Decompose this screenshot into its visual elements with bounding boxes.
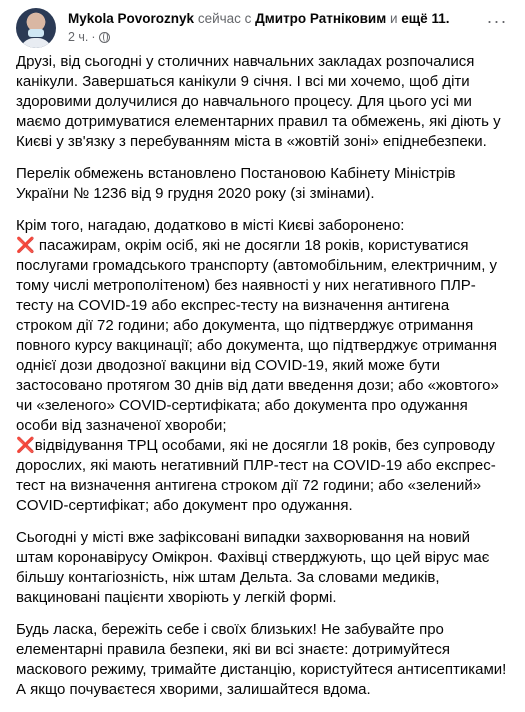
conjunction-text: и: [389, 11, 398, 26]
author-line: [68, 10, 479, 28]
tagged-more-count: ещё 11: [401, 11, 446, 26]
restriction-mall: відвідування ТРЦ особами, які не досягли 18 років, без супроводу дорослих, які мають негативний ПЛР-тест на COVID-19 або експрес-тест на визначення антигена строком дії 72 години; або «зелений» COVID-сертифікат; або документ про одужання.: [16, 437, 496, 514]
avatar[interactable]: [16, 8, 56, 48]
globe-icon: [99, 32, 110, 43]
paragraph-1: Друзі, від сьогодні у столичних навчальних закладах розпочалися канікули. Завершаться канікули 9 січня. І всі ми хочемо, щоб діти здоровими долучилися до навчального процесу. Для цього усі ми маємо дотримуватися елементарних правил та обмежень, які діють у Києві у зв'язку з перебуванням міста в «жовтій зоні» епіднебезпеки.: [16, 53, 501, 150]
tagged-period: .: [445, 11, 450, 26]
cross-mark-icon: ❌: [16, 237, 35, 254]
more-options-button[interactable]: ···: [486, 11, 508, 31]
paragraph-5: Будь ласка, бережіть себе і своїх близьких! Не забувайте про елементарні правила безпеки, які ви всі знаєте: дотримуйтеся маскового режиму, тримайте дистанцію, користуйтеся антисептиками! А якщо почуваєтеся хворими, залишайтеся вдома.: [16, 621, 507, 698]
cross-mark-icon: ❌: [16, 437, 35, 454]
post-time[interactable]: 2 ч.: [68, 30, 89, 44]
face-mask-graphic: [28, 29, 44, 37]
restrictions-intro: Крім того, нагадаю, додатково в місті Києві заборонено:: [16, 217, 405, 234]
time-separator: ·: [91, 30, 96, 44]
author-name[interactable]: Mykola Povoroznyk: [68, 11, 195, 26]
post-meta: [68, 10, 479, 45]
tagged-person[interactable]: Дмитро Ратніковим: [255, 11, 387, 26]
tagged-more-link[interactable]: [401, 11, 449, 26]
paragraph-2: Перелік обмежень встановлено Постановою Кабінету Міністрів України № 1236 від 9 грудня 2020 року (зі змінами).: [16, 165, 456, 202]
restriction-transport: пасажирам, окрім осіб, які не досягли 18 років, користуватися послугами громадського транспорту (автомобільним, електричним, у тому числі метрополітеном) без наявності у них негативного ПЛР-тесту на COVID-19 або експрес-тесту на визначення антигена строком дії 72 години; або документа, що підтверджує отримання повного курсу вакцинації; або документа, що підтверджує отримання однієї дози дводозної вакцини від COVID-19, який може бути застосовано протягом 30 днів від дати введення дози; або «жовтого» чи «зеленого» COVID-сертифіката; або документа про одужання особи від зазначеної хвороби;: [16, 237, 499, 434]
shirt-graphic: [20, 38, 52, 48]
paragraph-4: Сьогодні у місті вже зафіксовані випадки захворювання на новий штам коронавірусу Омікрон. Фахівці стверджують, що цей вірус має більшу контагіозність, ніж штам Дельта. За словами медиків, вакциновані пацієнти хворіють у легкій формі.: [16, 529, 490, 606]
timestamp-line: [68, 29, 479, 45]
paragraph-3: [16, 216, 509, 516]
post-header: [16, 8, 509, 48]
status-text: сейчас с: [197, 11, 252, 26]
post-text: [16, 52, 509, 712]
